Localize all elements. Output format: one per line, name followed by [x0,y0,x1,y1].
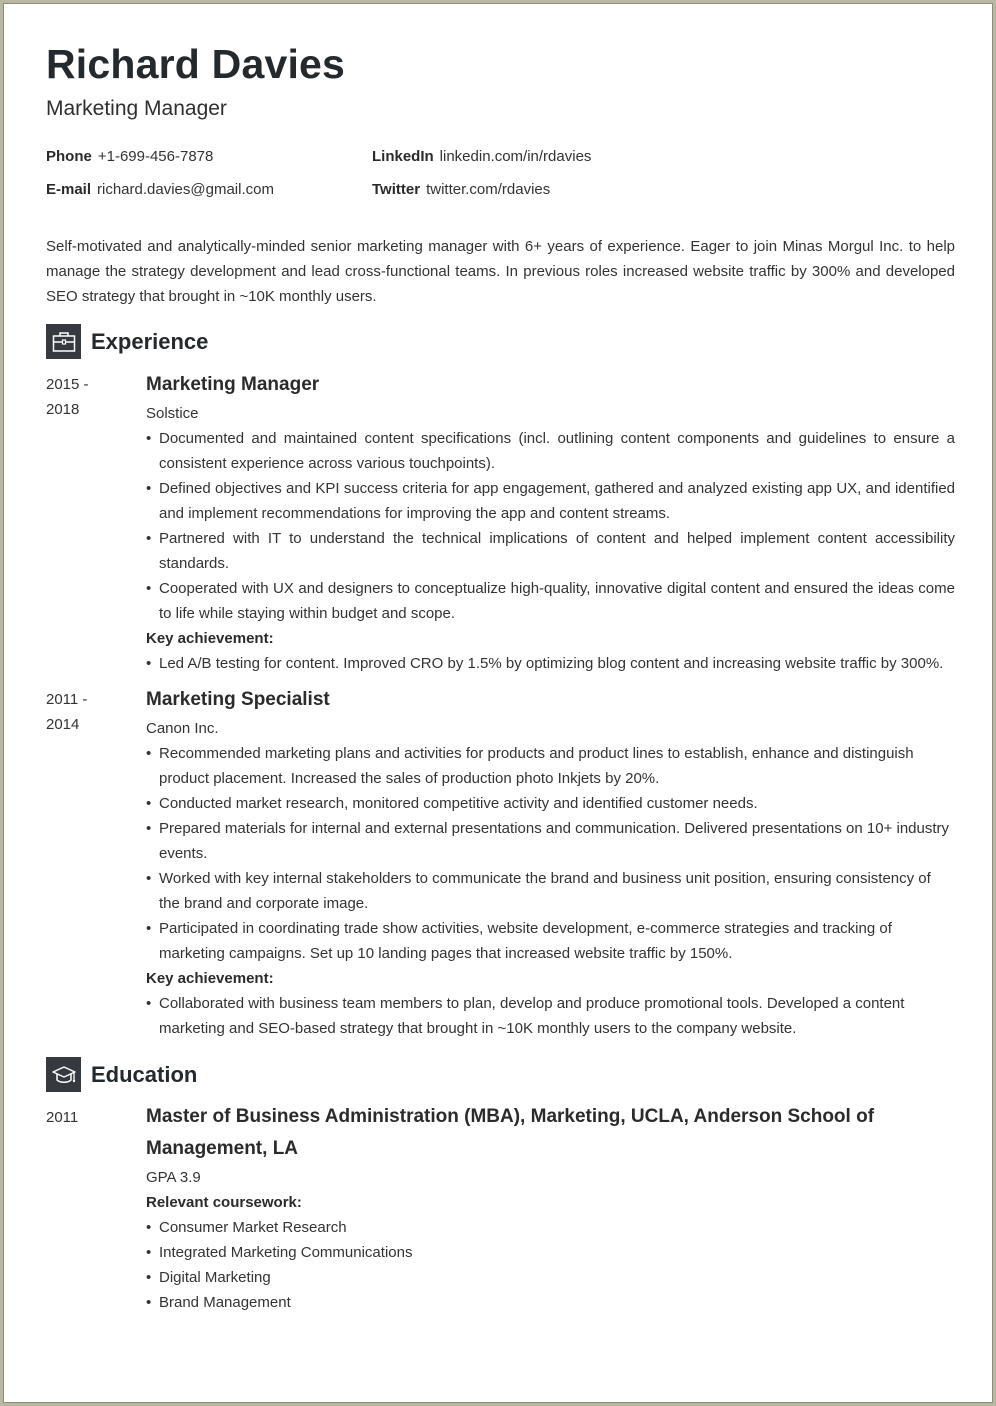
key-achievement-label: Key achievement: [146,630,274,647]
twitter-label: Twitter [372,181,421,198]
twitter-value[interactable]: twitter.com/rdavies [426,181,551,198]
job-responsibilities [146,741,955,966]
list-item: • Documented and maintained content specifications (incl. outlining content components and guidelines to ensure a consistent experience across various touchpoints). [146,426,955,476]
list-item: • Recommended marketing plans and activities for products and product lines to establish, enhance and distinguish product placement. Increased the sales of production photo Inkjets by 20%. [146,741,955,791]
job-title: Marketing Specialist [146,689,330,710]
briefcase-icon [46,324,81,359]
job-dates [46,687,116,737]
linkedin-label: LinkedIn [372,148,434,165]
list-item: • Collaborated with business team members to plan, develop and produce promotional tools. Developed a content marketing and SEO-based strategy that brought in ~10K monthly users to the company website. [146,991,955,1041]
job-company: Solstice [146,405,199,422]
list-item: • Integrated Marketing Communications [146,1240,955,1265]
list-item: • Participated in coordinating trade show activities, website development, e-commerce strategies and tracking of marketing campaigns. Set up 10 landing pages that increased website traffic by 150%. [146,916,955,966]
list-item: • Consumer Market Research [146,1215,955,1240]
key-achievement-label: Key achievement: [146,970,274,987]
education-date: 2011 [46,1109,79,1126]
list-item: • Defined objectives and KPI success criteria for app engagement, gathered and analyzed existing app UX, and identified and implement recommendations for improving the app and content streams. [146,476,955,526]
job-date-start: 2011 - [46,691,88,708]
email-label: E-mail [46,181,92,198]
coursework-label: Relevant coursework: [146,1194,302,1211]
contact-email [46,181,274,198]
degree-title: Master of Business Administration (MBA), Marketing, UCLA, Anderson School of Management, LA [146,1106,875,1159]
job-dates [46,372,116,422]
summary-paragraph: Self-motivated and analytically-minded senior marketing manager with 6+ years of experience. Eager to join Minas Morgul Inc. to help manage the strategy development and lead cross-functional teams. In previous roles increased website traffic by 300% and developed SEO strategy that brought in ~10K monthly users. [46,238,955,305]
list-item: • Partnered with IT to understand the technical implications of content and helped implement content accessibility standards. [146,526,955,576]
education-heading: Education [91,1061,198,1087]
job-details [146,687,955,1041]
job-details [146,372,955,676]
list-item: • Prepared materials for internal and external presentations and communication. Delivered presentations on 10+ industry events. [146,816,955,866]
linkedin-value[interactable]: linkedin.com/in/rdavies [439,148,592,165]
experience-section-header [46,324,208,359]
job-achievements [146,991,955,1041]
list-item: • Worked with key internal stakeholders to communicate the brand and business unit position, ensuring consistency of the brand and corporate image. [146,866,955,916]
job-date-end: 2014 [46,716,80,733]
contact-twitter [372,181,550,198]
education-details [146,1105,955,1315]
phone-value: +1-699-456-7878 [97,148,214,165]
experience-heading: Experience [91,328,209,354]
job-responsibilities [146,426,955,626]
list-item: • Digital Marketing [146,1265,955,1290]
job-achievements [146,651,955,676]
list-item: • Brand Management [146,1290,955,1315]
coursework-list [146,1215,955,1315]
job-date-end: 2018 [46,401,80,418]
contact-linkedin [372,148,591,165]
list-item: • Cooperated with UX and designers to conceptualize high-quality, innovative digital content and ensured the ideas come to life while staying within budget and scope. [146,576,955,626]
email-value[interactable]: richard.davies@gmail.com [97,181,274,198]
job-title: Marketing Manager [146,374,320,395]
phone-label: Phone [46,148,92,165]
education-section-header [46,1057,197,1092]
candidate-name: Richard Davies [46,41,346,87]
list-item: • Conducted market research, monitored competitive activity and identified customer needs. [146,791,955,816]
list-item: • Led A/B testing for content. Improved CRO by 1.5% by optimizing blog content and increasing website traffic by 300%. [146,651,955,676]
contact-phone [46,148,213,165]
job-company: Canon Inc. [146,720,219,737]
graduation-cap-icon [46,1057,81,1092]
job-date-start: 2015 - [46,376,89,393]
candidate-title: Marketing Manager [46,97,227,120]
gpa: GPA 3.9 [146,1169,201,1186]
